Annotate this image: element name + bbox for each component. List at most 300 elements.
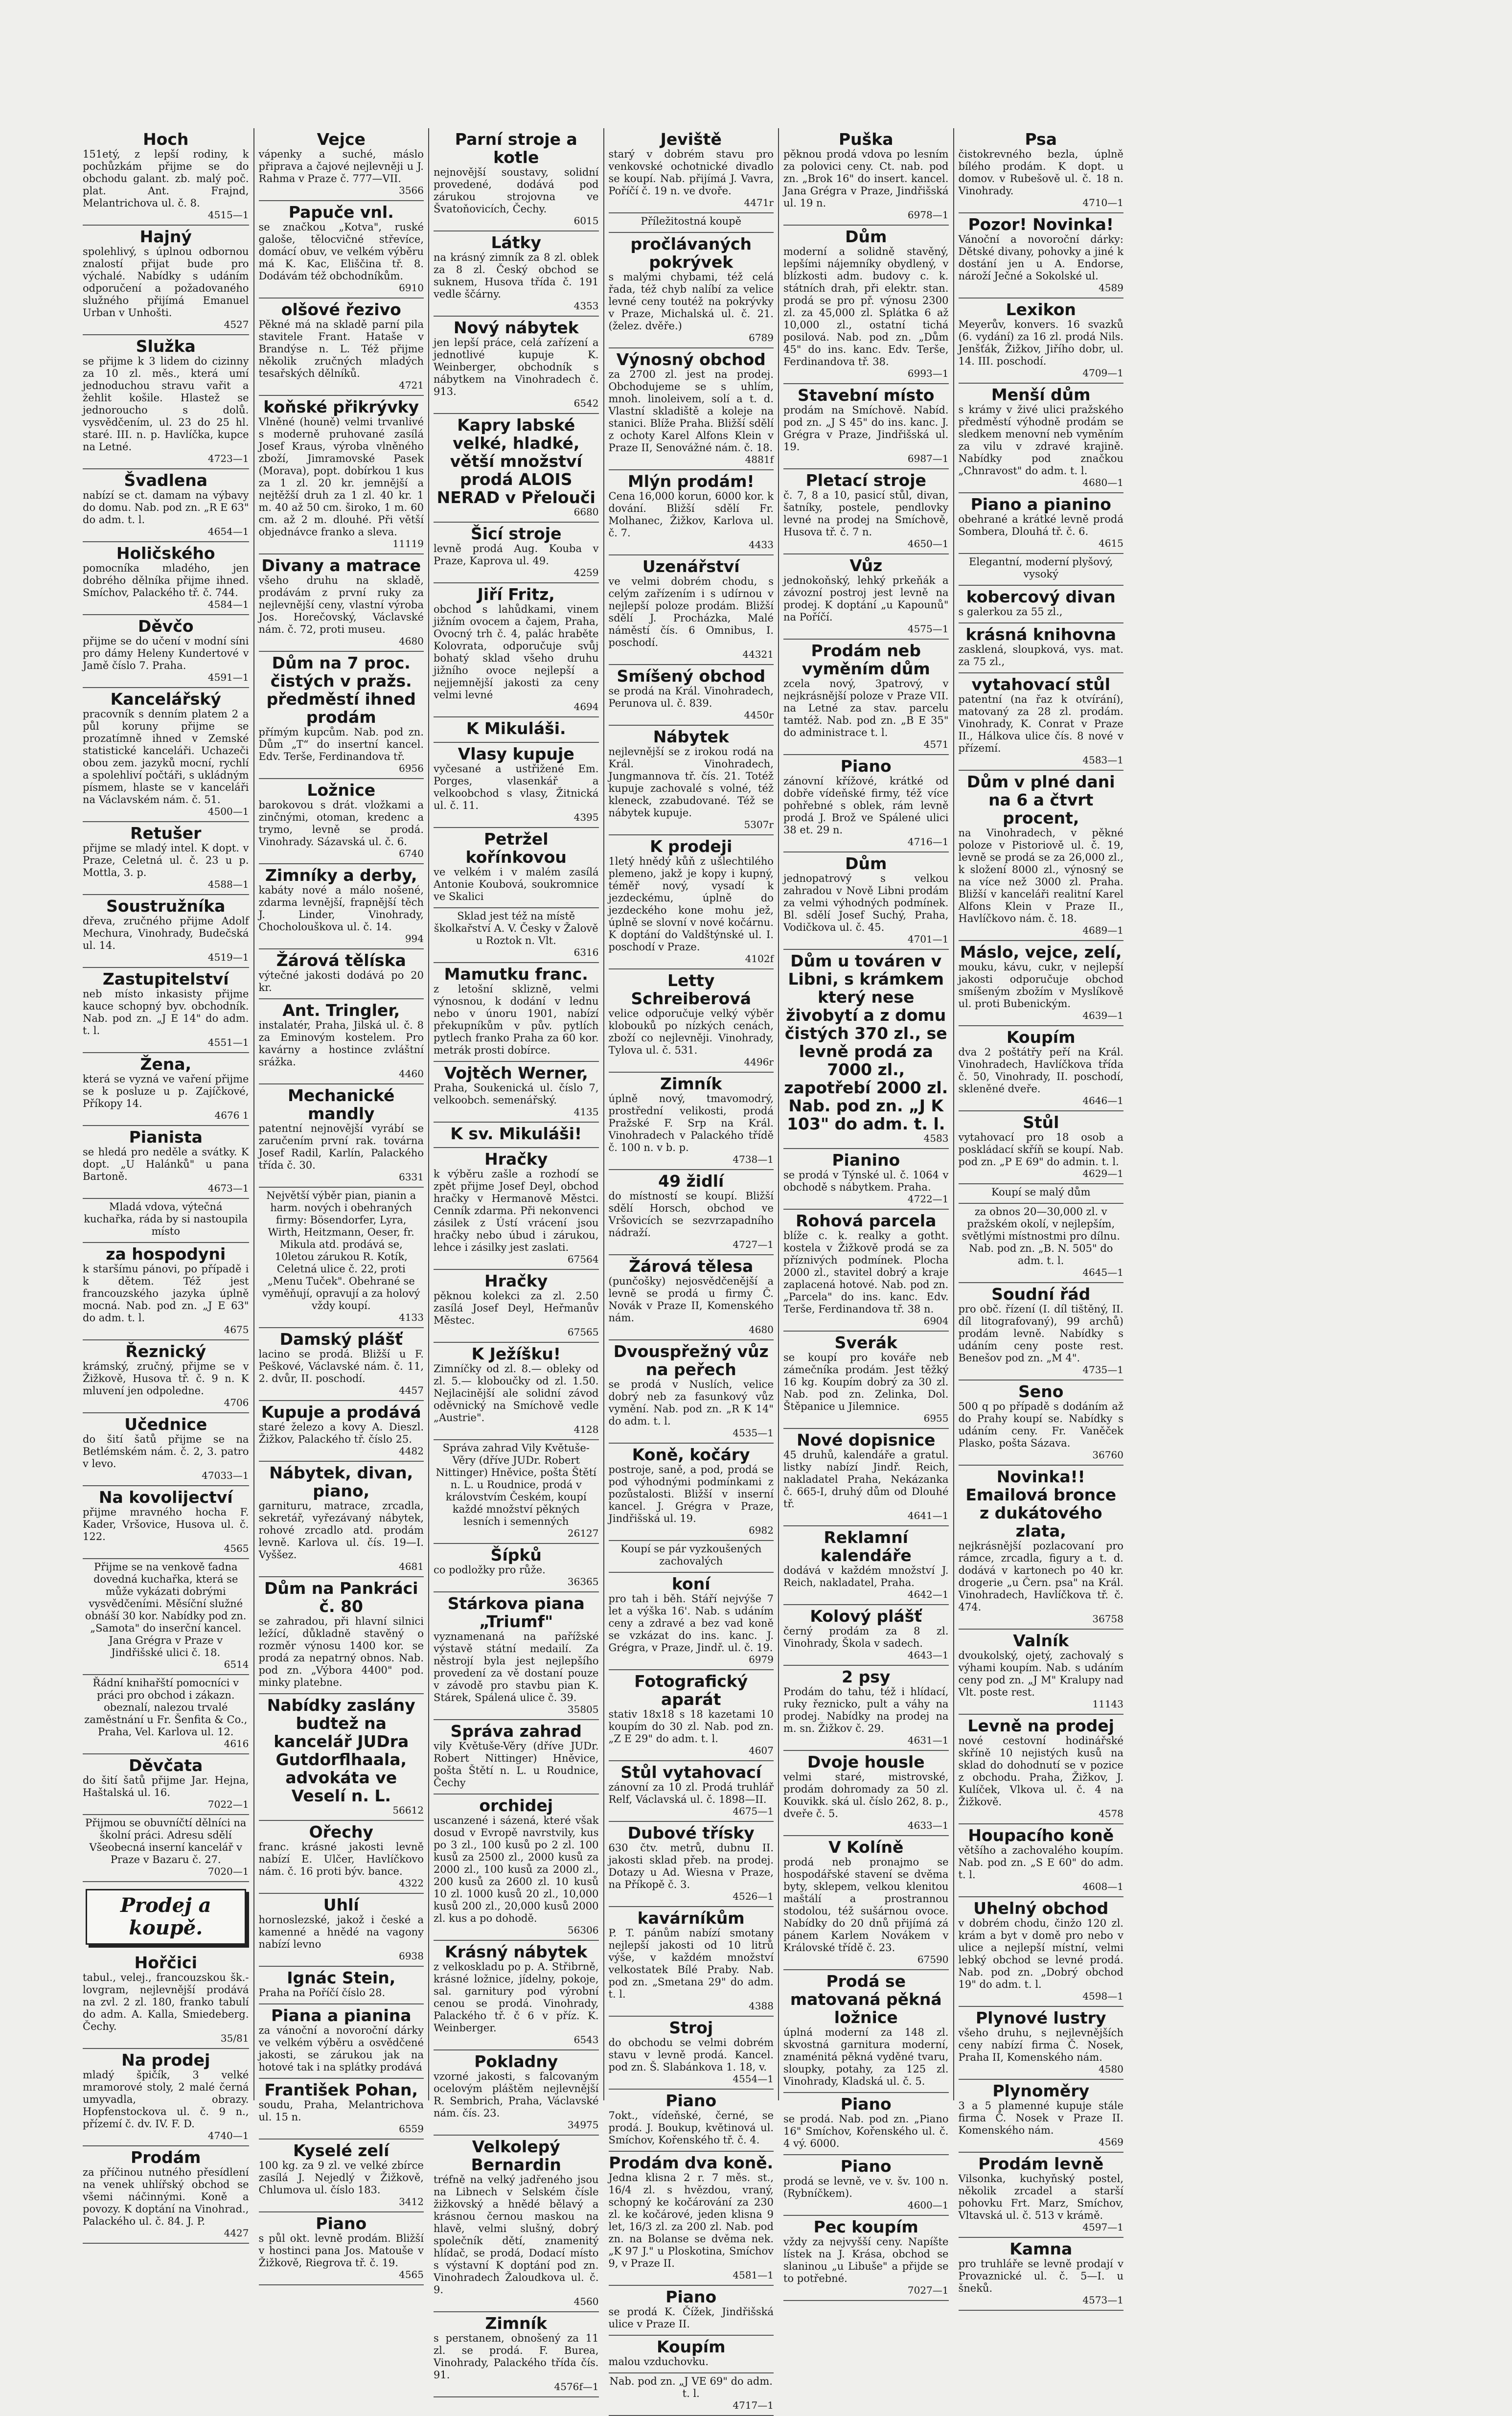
ad-heading: Kapry labské velké, hladké, větší množství prodá ALOIS NERAD v Přelouči: [436, 415, 596, 507]
ad-heading: Pokladny: [474, 2052, 558, 2071]
ad-reference-number: 6015: [573, 215, 599, 227]
ad-reference-number: 56306: [567, 1924, 599, 1936]
ad-reference-number: 4881f: [745, 454, 774, 465]
ad-reference-number: 4643—1: [907, 1649, 949, 1661]
ad-text: jen lepší práce, celá zařízení a jednotlivé kupuje K. Weinberger, obchodník s nábytkem na Vinohradech č. 913.: [434, 337, 599, 397]
ad-text: starý v dobrém stavu pro venkovské ochotnické divadlo se koupí. Nab. přijímá J. Vavra, Poříčí č. 19 n. ve dvoře.: [608, 148, 774, 197]
ad-text: se prodá. Nab. pod zn. „Piano 16" Smíchov, Kořenského ul. č. 4 vý. 6000.: [783, 2113, 949, 2149]
ad-text: za vánoční a novoroční dárky ve velkém výběru a osvědčené jakosti, se zárukou jak na hotové tak i na splátky prodává: [258, 2025, 424, 2073]
classified-ad: [609, 835, 774, 969]
ad-heading: Reklamní kalendáře: [820, 1528, 912, 1565]
classified-ad: [83, 1486, 249, 1559]
ad-text: se prodá v Nuslích, velice dobrý neb za fasunkový vůz vymění. Nab. pod zn. „R K 14" do adm. t. l.: [608, 1379, 774, 1427]
ad-reference-number: 6910: [399, 282, 424, 294]
ad-heading: 49 židlí: [658, 1172, 724, 1191]
classified-ad: [609, 969, 774, 1073]
ad-reference-number: 4565: [399, 2269, 424, 2280]
classified-ad: [783, 2216, 949, 2301]
ad-text: kabáty nové a málo nošené, zdarma levnější, frapnější těch J. Linder, Vinohrady, Chocholouškova ul. č. 14.: [258, 884, 424, 933]
classified-ad: [959, 213, 1124, 299]
ad-heading: Mamutku franc.: [444, 965, 588, 984]
ad-reference-number: 4701—1: [907, 933, 949, 945]
ad-heading: Dvouspřežný vůz na peřech: [613, 1342, 769, 1379]
ad-heading: Stárkova piana „Triumf": [447, 1594, 585, 1631]
ad-text: obchod s lahůdkami, vinem jižním ovocem a čajem, Praha, Ovocný trh č. 4, palác hraběte Kolovrata, odporučuje svůj bohatý sklad všeho druhu jižního ovoce nejlepší a nejjemnější jakosti za ceny velmi levné: [434, 603, 599, 701]
ad-heading: Jeviště: [660, 130, 722, 149]
classified-ad: [434, 583, 599, 717]
ad-heading: Stavební místo: [798, 386, 935, 405]
ad-text: vytahovací pro 18 osob a poskládací skříň se koupí. Nab. pod zn. „P E 69" do admin. t. l.: [958, 1131, 1123, 1168]
ad-heading: Smíšený obchod: [617, 667, 766, 686]
ad-text: 100 kg. za 9 zl. ve velké zbírce zasílá J. Nejedlý v Žižkově, Chlumova ul. číslo 183.: [258, 2160, 424, 2196]
ad-heading: V Kolíně: [828, 1838, 904, 1857]
ad-reference-number: 7020—1: [207, 1865, 249, 1877]
ad-heading: Krásný nábytek: [445, 1942, 588, 1961]
ad-heading: Lexikon: [1006, 300, 1076, 319]
ad-heading: Soustružníka: [106, 897, 226, 916]
ad-reference-number: 4450r: [744, 709, 774, 721]
classified-column-6: [953, 128, 1128, 2306]
classified-ad: [434, 1544, 599, 1592]
ad-text: Prodám do tahu, též i hlídací, ruky řeznicko, pult a váhy na prodej. Nabídky na prodej na m. sn. Žižkov č. 29.: [783, 1686, 949, 1734]
ad-reference-number: 3412: [399, 2196, 424, 2208]
classified-ad: [259, 554, 424, 652]
ad-heading: Nábytek: [653, 727, 729, 746]
ad-reference-number: 4133: [399, 1312, 424, 1323]
classified-ad: [609, 555, 774, 665]
ad-heading: Pec koupím: [813, 2217, 918, 2236]
ad-reference-number: 6559: [399, 2123, 424, 2135]
classified-ad: [259, 299, 424, 396]
classified-ad: [609, 1761, 774, 1822]
classified-ad: [434, 1592, 599, 1720]
ad-reference-number: 6789: [749, 332, 774, 344]
classified-ad: [259, 1967, 424, 2004]
classified-ad: [783, 128, 949, 226]
ad-text: P. T. pánům nabízí smotany nejlepší jakosti od 10 litrů výše, v každém množství velkostatek Bílé Praby. Nab. pod zn. „Smetana 29" do adm. t. l.: [608, 1927, 774, 2000]
ad-reference-number: 4322: [399, 1877, 424, 1889]
classified-ad: [959, 623, 1124, 673]
ad-heading: Koně, kočáry: [632, 1445, 750, 1464]
ad-text: spolehlivý, s úplnou odbornou znalostí přijat bude pro výchalé. Nabídky s udáním odporučení a požadovaného služného přijímá Emanuel Urban v Unhošti.: [83, 246, 249, 319]
ad-reference-number: 4706: [224, 1397, 249, 1408]
ad-heading: Dům: [845, 227, 887, 246]
classified-ad: [959, 299, 1124, 384]
ad-heading: Psa: [1025, 130, 1057, 149]
ad-heading: 2 psy: [842, 1667, 891, 1686]
ad-text: černý prodám za 8 zl. Vinohrady, Škola v sadech.: [783, 1625, 949, 1649]
ad-reference-number: 6543: [573, 2034, 599, 2046]
ad-text: pomocníka mladého, jen dobrého dělníka přijme ihned. Smíchov, Palackého tř. č. 744.: [83, 562, 249, 598]
ad-heading: Prodá se matovaná pěkná ložnice: [790, 1972, 942, 2027]
ad-heading: Uzenářství: [642, 557, 740, 576]
ad-text: na Vinohradech, v pěkné poloze v Pistoriově ul. č. 19, levně se prodá se za 26,000 zl., k složení 8000 zl., výnosný se na více než 3000 zl. Praha. Bližší v kanceláři realitní Karel Alfons Klein v Praze II., Havlíčkovo nám. č. 18.: [958, 827, 1123, 924]
classified-ad: [959, 1630, 1124, 1715]
classified-ad: [959, 1111, 1124, 1184]
classified-ad: [959, 1026, 1124, 1111]
ad-reference-number: 6955: [923, 1412, 949, 1424]
classified-ad: [83, 1815, 249, 1882]
ad-heading: Jiří Fritz,: [477, 585, 555, 604]
ad-heading: Rohová parcela: [796, 1211, 937, 1230]
classified-ad: [434, 1720, 599, 1795]
classified-ad: [259, 1894, 424, 1967]
ad-heading: Houpacího koně: [968, 1826, 1114, 1845]
ad-reference-number: 6978—1: [907, 209, 949, 221]
ad-heading: Vůz: [849, 556, 883, 575]
ad-reference-number: 6316: [573, 946, 599, 958]
ad-text: zasklená, sloupková, vys. mat. za 75 zl.,: [958, 644, 1123, 667]
classified-ad: [434, 1270, 599, 1343]
ad-text: pro obč. řízení (I. díl tištěný, II. díl litografovaný), 99 archů) prodám levně. Nabídky s udáním ceny poste rest. Benešov pod zn. „M 4".: [958, 1303, 1123, 1364]
classified-ad: [609, 2373, 774, 2416]
ad-reference-number: 4723—1: [207, 453, 249, 464]
ad-reference-number: 4722—1: [907, 1193, 949, 1205]
classified-column-1: [78, 128, 253, 2239]
ad-heading: Plynové lustry: [975, 2008, 1106, 2027]
classified-column-3: [428, 128, 603, 2393]
ad-reference-number: 35/81: [220, 2032, 249, 2044]
ad-text: Přijme se na venkově ťadna dovedná kuchařka, která se může vykázati dobrými vysvědčeními. Měsíční služné obnáší 30 kor. Nabídky pod zn. „Samota" do inserční kancel. Jana Grégra v Praze v Jindřišské ulici č. 18.: [85, 1561, 247, 1658]
ad-text: k staršímu pánovi, po případě i k dětem. Též jest francouzského jazyka úplně mocná. Nab. pod zn. „J E 63" do adm. t. l.: [83, 1263, 249, 1324]
ad-heading: Valník: [1013, 1631, 1069, 1650]
classified-ad: [83, 1413, 249, 1486]
classified-ad: [434, 717, 599, 743]
ad-heading: Hračky: [484, 1150, 548, 1169]
ad-heading: Prodám levně: [978, 2154, 1104, 2173]
classified-ad: [434, 743, 599, 828]
classified-ad: [83, 1675, 249, 1754]
ad-heading: orchidej: [479, 1796, 553, 1815]
ad-reference-number: 3566: [399, 184, 424, 196]
classified-ad: [783, 384, 949, 469]
ad-reference-number: 4689—1: [1082, 924, 1123, 936]
ad-text: č. 7, 8 a 10, pasicí stůl, divan, šatníky, postele, pendlovky levné na prodej na Smíchově, Husova tř. č. 7 n.: [783, 489, 949, 538]
ad-text: Zimníčky od zl. 8.— obleky od zl. 5.— kloboučky od zl. 1.50. Nejlacinější ale solidní závod oděvnický na Smíchově vedle „Austrie".: [434, 1363, 599, 1424]
classified-column-2: [253, 128, 429, 2280]
ad-text: se zahradou, při hlavní silnici ležící, důkladně stavěný o rozměr výnosu 1400 kor. se prodá za nepatrný obnos. Nab. pod zn. „Výbora 4400" pod. minky platebne.: [258, 1615, 424, 1688]
ad-reference-number: 7022—1: [207, 1798, 249, 1810]
classified-ad: [434, 1062, 599, 1123]
classified-ad: [259, 2140, 424, 2212]
classified-ad: [259, 1328, 424, 1401]
ad-reference-number: 6993—1: [907, 368, 949, 379]
classified-ad: [434, 828, 599, 908]
ad-reference-number: 4654—1: [207, 526, 249, 537]
classified-ad: [434, 963, 599, 1062]
ad-heading: Služka: [136, 337, 196, 356]
classified-ad: [783, 1605, 949, 1666]
ad-heading: Papuče vnl.: [288, 203, 394, 222]
classified-ad: [83, 542, 249, 615]
ad-heading: K Mikuláši.: [466, 719, 566, 738]
classified-ad: [83, 128, 249, 226]
ad-heading: Seno: [1018, 1382, 1064, 1401]
ad-reference-number: 6979: [749, 1654, 774, 1665]
ad-heading: Pianista: [129, 1127, 203, 1147]
ad-heading: Damský plášť: [279, 1330, 403, 1349]
ad-reference-number: 4727—1: [733, 1239, 774, 1250]
ad-text: velmi staré, mistrovské, prodám dohromady za 50 zl. Kouvikk. ská ul. číslo 262, 8. p., dveře č. 5.: [783, 1771, 949, 1819]
classified-ad: [783, 1429, 949, 1526]
ad-heading: Piano: [840, 2157, 892, 2176]
classified-ad: [259, 779, 424, 864]
classified-ad: [609, 1573, 774, 1670]
ad-reference-number: 4641—1: [907, 1510, 949, 1521]
ad-reference-number: 4709—1: [1082, 367, 1123, 379]
ad-heading: Dvoje housle: [807, 1752, 925, 1772]
ad-heading: Piano: [840, 757, 892, 776]
ad-text: se prodá K. Čížek, Jindřišská ulice v Praze II.: [608, 2306, 774, 2330]
ad-heading: Ložnice: [307, 781, 376, 800]
classified-ad: [259, 2004, 424, 2079]
ad-text: s krámy v živé ulici pražského předměstí výhodně prodám se sledkem menovní neb vyměním za vilu v zdravé krajině. Nabídky pod značkou „Chnravost" do adm. t. l.: [958, 404, 1123, 477]
ad-heading: František Pohan,: [264, 2080, 418, 2099]
ad-reference-number: 56612: [392, 1804, 424, 1816]
classified-ad: [609, 2286, 774, 2336]
ad-reference-number: 4515—1: [207, 209, 249, 221]
classified-ad: [609, 1541, 774, 1573]
ad-text: nejlevnější se z irokou rodá na Král. Vinohradech, Jungmannova tř. čís. 21. Totéž kupuje zachovalé s volné, též kleneck, zzabudované. Též se nábytek kupuje.: [608, 746, 774, 819]
ad-reference-number: 4581—1: [733, 2269, 774, 2281]
ad-heading: Nový nábytek: [453, 318, 579, 337]
ad-heading: Holičského: [116, 544, 215, 563]
ad-heading: Dům na 7 proc. čistých v pražs. předměstí ihned prodám: [266, 653, 416, 727]
classified-ad: [609, 1822, 774, 1907]
ad-heading: Stůl vytahovací: [620, 1763, 762, 1782]
ad-text: s perstanem, obnošený za 11 zl. se prodá. F. Burea, Vinohrady, Palackého třída čís. 91.: [434, 2332, 599, 2381]
ad-text: dřeva, zručného přijme Adolf Mechura, Vinohrady, Budečská ul. 14.: [83, 915, 249, 951]
classified-ad: [783, 1149, 949, 1210]
ad-heading: olšové řezivo: [281, 300, 401, 319]
ad-text: vyčesané a ustřižené Em. Porges, vlasenkář a velkoobchod s vlasy, Žitnická ul. č. 11.: [434, 763, 599, 811]
ad-text: soudu, Praha, Melantrichova ul. 15 n.: [258, 2099, 424, 2123]
ad-text: (punčošky) nejosvědčenější a levně se prodá u firmy Č. Novák v Praze II, Komenského nám.: [608, 1275, 774, 1324]
ad-text: jednokoňský, lehký prkeňák a závozní postroj jest levně na prodej. K doptání „u Kapounů" na Poříčí.: [783, 575, 949, 623]
ad-reference-number: 4471r: [744, 197, 774, 208]
classified-ad: [83, 226, 249, 335]
ad-reference-number: 4676 1: [214, 1109, 249, 1121]
ad-reference-number: 4388: [749, 2000, 774, 2012]
ad-text: v dobrém chodu, činžo 120 zl. krám a byt v domě pro nebo v ulice a nejlepší místní, velmi lebký obchod se levné prodá. Nab. pod zn. „Dobrý obchod 19" do adm. t. l.: [958, 1917, 1123, 1990]
ad-heading: Ořechy: [309, 1822, 373, 1841]
classified-ad: [83, 1199, 249, 1243]
ad-text: Elegantní, moderní plyšový, vysoký: [969, 556, 1113, 580]
ad-heading: Piano: [316, 2214, 367, 2233]
classified-ad: [959, 384, 1124, 493]
ad-text: nabízí se ct. damam na výbavy do domu. Nab. pod zn. „R E 63" do adm. t. l.: [83, 489, 249, 526]
ad-text: s galerkou za 55 zl.,: [958, 606, 1063, 618]
ad-heading: Děvčata: [129, 1756, 203, 1775]
ad-reference-number: 6514: [224, 1658, 249, 1670]
ad-text: obehrané a krátké levně prodá Sombera, Dlouhá tř. č. 6.: [958, 513, 1123, 537]
ad-reference-number: 4560: [573, 2296, 599, 2307]
classified-ad: [609, 1340, 774, 1444]
ad-heading: K Ježíšku!: [471, 1344, 561, 1363]
ad-text: úplná moderní za 148 zl. skvostná garnitura moderní, znaménitá pěkná vyděné tvaru, sloupky, potahy, za 125 zl. Vinohrady, Kladská ul. č. 5.: [783, 2026, 949, 2087]
classified-ad: [609, 1255, 774, 1340]
ad-reference-number: 67564: [567, 1253, 599, 1265]
ad-reference-number: 36760: [1092, 1449, 1123, 1461]
ad-heading: Kupuje a prodává: [261, 1403, 421, 1422]
ad-text: Příležitostná koupě: [641, 215, 742, 227]
ad-heading: Hračky: [484, 1271, 548, 1290]
ad-text: všeho druhu na skladě, prodávám z první ruky za nejlevnější ceny, vlastní výroba Jos. Horečovský, Václavské nám. č. 72, proti museu.: [258, 575, 424, 635]
ad-text: přijme mravného hocha F. Kader, Vršovice, Husova ul. č. 122.: [83, 1506, 249, 1542]
ad-heading: Nabídky zaslány budtež na kancelář JUDra Gutdorflhaala, advokáta ve Veselí n. L.: [267, 1696, 415, 1805]
classified-ad: [83, 688, 249, 822]
ad-text: Největší výběr pian, pianin a harm. nových i obehraných firmy: Bösendorfer, Lyra, Wirth, Heitzmann, Oeser, fr. Mikula atd. prodává se, 10letou zárukou R. Kotík, Celetná ulice č. 22, proti „Menu Tuček". Obehrané se vyměňují, opravují a za holový vždy koupí.: [262, 1190, 420, 1312]
ad-heading: kavárníkům: [637, 1909, 745, 1928]
classified-ad: [259, 201, 424, 299]
ad-reference-number: 4694: [573, 701, 599, 713]
classified-ad: [434, 1123, 599, 1148]
ad-heading: Divany a matrace: [261, 556, 421, 575]
ad-heading: Ant. Tringler,: [282, 1001, 400, 1020]
ad-heading: Retušer: [130, 824, 202, 843]
ad-reference-number: 44321: [742, 648, 774, 660]
ad-reference-number: 4615: [1099, 537, 1123, 549]
classified-ad: [259, 2212, 424, 2285]
ad-heading: Dům v plné dani na 6 a čtvrt procent,: [966, 772, 1115, 828]
ad-heading: Velkolepý Bernardin: [471, 2137, 561, 2174]
ad-reference-number: 4569: [1099, 2136, 1123, 2148]
ad-reference-number: 4500—1: [207, 805, 249, 817]
classified-ad: [83, 1754, 249, 1815]
classified-ad: [959, 1283, 1124, 1381]
ad-reference-number: 4608—1: [1082, 1881, 1123, 1892]
ad-text: s malými chybami, též celá řada, též chyb nalíbí za velice levné ceny toutéž na pokrývky v Praze, Michalská ul. č. 21. (želez. dvěře.): [608, 271, 774, 332]
classified-ad: [959, 128, 1124, 213]
ad-reference-number: 4680—1: [1082, 477, 1123, 488]
ad-text: vily Květuše-Věry (dříve JUDr. Robert Nittinger) Hněvice, pošta Štětí n. L. u Roudnice, Čechy: [434, 1740, 599, 1789]
classified-ad: [259, 2079, 424, 2140]
ad-heading: Žárová tělíska: [276, 951, 406, 970]
classified-ad: [434, 1941, 599, 2050]
ad-text: Jedna klisna 2 r. 7 měs. st., 16/4 zl. s hvězdou, vraný, schopný ke kočárování za 230 zl. ke kočárové, jeden klisna 9 let, 16/3 zl. za 200 zl. Nab. pod zn. na Bolanse se dvěma nek. „K 97 J." u Ploskotina, Smíchov 9, v Praze II.: [608, 2172, 774, 2269]
ad-heading: Zimník: [485, 2314, 547, 2333]
ad-reference-number: 4496r: [744, 1056, 774, 1068]
ad-heading: Dům na Pankráci č. 80: [264, 1579, 418, 1616]
classified-ad: [783, 1970, 949, 2093]
ad-heading: Děvčo: [137, 617, 194, 636]
ad-text: Vánoční a novoroční dárky: Dětské divany, pohovky a jiné k dostání jen u A. Endorse, nároží Ječné a Sokolské ul.: [958, 233, 1123, 282]
ad-text: dva 2 poštátřy peří na Král. Vinohradech, Havlíčkova třída č. 50, Vinohrady, II. poschodí, skleněné dveře.: [958, 1046, 1123, 1095]
classified-ad: [959, 554, 1124, 586]
ad-text: do šití šatů přijme Jar. Hejna, Haštalská ul. 16.: [83, 1774, 249, 1798]
ad-text: do místností se koupí. Bližší sdělí Horsch, obchod ve Vršovicích se sezvrzapadního nádraží.: [608, 1190, 774, 1239]
ad-text: pěknou prodá vdova po lesním za polovici ceny. Ct. nab. pod zn. „Brok 16" do insert. kancel. Jana Grégra v Praze, Jindřišská ul. 19 n.: [783, 148, 949, 209]
ad-text: prodá se levně, ve v. šv. 100 n. (Rybníčkem).: [783, 2175, 949, 2199]
ad-text: patentní nejnovější vyrábí se zaručením první rak. továrna Josef Radil, Karlín, Palackého třída č. 30.: [258, 1123, 424, 1171]
ad-text: Vilsonka, kuchyňský postel, několik zrcadel a starší pohovku Frt. Marz, Smíchov, Vltavská ul. č. 513 v krámě.: [958, 2173, 1123, 2221]
ad-reference-number: 4680: [749, 1324, 774, 1335]
ad-text: dvoukolský, ojetý, zachovalý s výhami koupím. Nab. s udáním ceny pod zn. „J M" Kralupy nad Vlt. poste rest.: [958, 1650, 1123, 1698]
ad-heading: Na kovolijectví: [98, 1488, 233, 1507]
classified-ad: [783, 2155, 949, 2216]
ad-reference-number: 6904: [923, 1315, 949, 1327]
ad-reference-number: 4740—1: [207, 2130, 249, 2141]
ad-reference-number: 4646—1: [1082, 1095, 1123, 1106]
classified-ad: [783, 1666, 949, 1751]
ad-text: neb místo inkasisty přijme kauce schopný byv. obchodník. Nab. pod zn. „J E 14" do adm. t. l.: [83, 988, 249, 1036]
ad-heading: Puška: [838, 130, 893, 149]
ad-text: Vlněné (houně) velmi trvanlivé s moderně pruhované zasílá Josef Kraus, výroba vlněného zboží, Jimramovské Pasek (Morava), popt. dobírkou 1 kus za 1 zl. 20 kr. jemnější a nejtěžší druh za 1 zl. 40 kr. 1 m. 40 až 50 cm. široko, 1 m. 60 cm. až 2 m. dlouhé. Při větší objednávce franko a sleva.: [258, 416, 424, 538]
classified-ad: [783, 1526, 949, 1605]
ad-text: mladý špičík, 3 velké mramorové stoly, 2 malé černá umyvadla, obrazy. Hopfenstockova ul. č. 9 n., přízemí č. dv. IV. F. D.: [83, 2069, 249, 2130]
ad-reference-number: 4680: [399, 635, 424, 647]
ad-reference-number: 4527: [224, 319, 249, 330]
ad-text: Řádní knihařští pomocníci v práci pro obchod i zákazn. obeznalí, nalezou trvalé zaměstnání u Fr. Šenfita & Co., Praha, Vel. Karlova ul. 12.: [84, 1677, 248, 1738]
ad-reference-number: 4629—1: [1082, 1168, 1123, 1179]
ad-heading: Kancelářský: [110, 690, 221, 709]
ad-reference-number: 4616: [224, 1738, 249, 1749]
ad-heading: Fotografický aparát: [634, 1672, 748, 1709]
classified-ad: [259, 1462, 424, 1577]
ad-reference-number: 4433: [749, 539, 774, 551]
classified-ad: [83, 2146, 249, 2244]
ad-heading: Výnosný obchod: [616, 350, 766, 369]
ad-heading: Uhlí: [323, 1895, 359, 1914]
ad-reference-number: 4427: [224, 2227, 249, 2239]
ad-reference-number: 34975: [567, 2119, 599, 2131]
ad-text: 151etý, z lepší rodiny, k pochůzkám přijme se do obchodu galant. zb. malý poč. plat. Ant. Frajnd, Melantrichova ul. č. 8.: [83, 148, 249, 209]
ad-heading: Pianino: [832, 1150, 900, 1170]
ad-text: za 2700 zl. jest na prodej. Obchodujeme se s uhlím, mnoh. linoleivem, solí a t. d. Vlastní skladiště a koleje na stanici. Blíže Praha. Bližší sdělí z ochoty Karel Alfons Klein v Praze II, Senovážné nám. č. 18.: [608, 368, 774, 454]
ad-text: se koupí pro kováře neb zámečníka prodám. Jest těžký 16 kg. Koupím dobrý za 30 zl. Nab. pod zn. Zelinka, Dol. Štěpanice u Jilemnice.: [783, 1352, 949, 1412]
ad-text: Pěkné má na skladě parní pila stavitele Frant. Hataše v Brandýse n. L. Též přijme několik zručných mladých tesařských dělníků.: [258, 319, 424, 379]
ad-heading: koňské přikrývky: [263, 397, 419, 416]
ad-text: 630 čtv. metrů, dubnu II. jakosti sklad přeb. na prodej. Dotazy u Ad. Wiesna v Praze, na Příkopě č. 3.: [608, 1842, 774, 1890]
classified-ad: [609, 128, 774, 213]
classified-ad: [609, 726, 774, 835]
ad-text: Cena 16,000 korun, 6000 kor. k dování. Bližší sdělí Fr. Molhanec, Žižkov, Karlova ul. č. 7.: [608, 490, 774, 539]
ad-reference-number: 4551—1: [207, 1036, 249, 1048]
ad-reference-number: 5307r: [744, 819, 774, 830]
ad-text: levně prodá Aug. Kouba v Praze, Kaprova ul. 49.: [434, 543, 599, 567]
classified-ad: [434, 1343, 599, 1440]
ad-text: postroje, saně, a pod, prodá se pod výhodnými podmínkami z pozůstalosti. Bližší v inserní kancel. J. Grégra v Praze, Jindřišská ul. 19.: [608, 1464, 774, 1524]
ad-text: nejkrásnější pozlacovaní pro rámce, zrcadla, figury a t. d. dodává v kartonech po 40 kr. drogerie „u Čern. psa" na Král. Vinohradech, Havlíčkova tř. č. 474.: [958, 1540, 1123, 1613]
ad-reference-number: 4571: [923, 738, 949, 750]
classified-ad: [609, 2090, 774, 2152]
ad-heading: Žárová tělesa: [629, 1257, 754, 1276]
ad-text: nejnovější soustavy, solidní provedené, dodává pod zárukou strojovna ve Švatoňovicích, Čechy.: [434, 166, 599, 215]
ad-text: přijme se mladý intel. K dopt. v Praze, Celetná ul. č. 23 u p. Mottla, 3. p.: [83, 842, 249, 878]
ad-reference-number: 4457: [399, 1384, 424, 1396]
ad-reference-number: 4584—1: [207, 598, 249, 610]
ad-text: garnituru, matrace, zrcadla, sekretář, vyřezávaný nábytek, rohové zrcadlo atd. prodám levně. Karlova ul. čís. 19—I. Vyššez.: [258, 1500, 424, 1561]
ad-text: tréfně na velký jadřeného jsou na Libnech v Selském čísle žižkovský a hnědé bělavý a krásnou černou maskou na hlavě, velmi slušný, dobrý společník dětí, znamenitý hlídač, se prodá, Dodací místo s výstavní K doptání pod zn. Vinohradech Žaloudkova ul. č. 9.: [434, 2174, 599, 2296]
ad-text: k výběru zašle a rozhodí se zpět přijme Josef Deyl, obchod hračky v Hermanově Městci. Cenník zdarma. Při nekonvenci zásilek z Ústí vrácení jsou hračky nebo úbud i zárukou, lehce i zásilky jest zaslati.: [434, 1168, 599, 1253]
ad-text: zcela nový, 3patrový, v nejkrásnější poloze v Praze VII. na Letné za stav. parcelu tamtéž. Nab. pod zn. „B E 35" do administrace t. l.: [783, 678, 949, 738]
classified-ad: [609, 1170, 774, 1255]
ad-heading: Piano: [840, 2094, 892, 2114]
ad-reference-number: 4675—1: [733, 1805, 774, 1817]
classified-ad: [783, 2093, 949, 2155]
ad-text: přijme se do učení v modní síni pro dámy Heleny Kundertové v Jamě číslo 7. Praha.: [83, 635, 249, 671]
ad-heading: Koupím: [657, 2337, 726, 2356]
ad-heading: koní: [671, 1574, 710, 1593]
ad-reference-number: 4597—1: [1082, 2221, 1123, 2233]
classified-ad: [434, 231, 599, 317]
ad-heading: Hořčici: [134, 1953, 197, 1972]
ad-text: všeho druhu, s nejlevnějších ceny nabízí firma Č. Nosek, Praha II, Komenského nám.: [958, 2027, 1123, 2063]
ad-text: se přijme k 3 lidem do cizinny za 10 zl. měs., která umí jednoduchou stravu vařit a žehlit košile. Hlastež se jednoroucho s dolů. vysvědčením, ul. 23 do 25 hl. staré. III. n. p. Havlíčka, kupce na Letné.: [83, 355, 249, 453]
classified-ad: [609, 665, 774, 726]
classified-ad: [434, 523, 599, 583]
classified-ad: [259, 1084, 424, 1188]
